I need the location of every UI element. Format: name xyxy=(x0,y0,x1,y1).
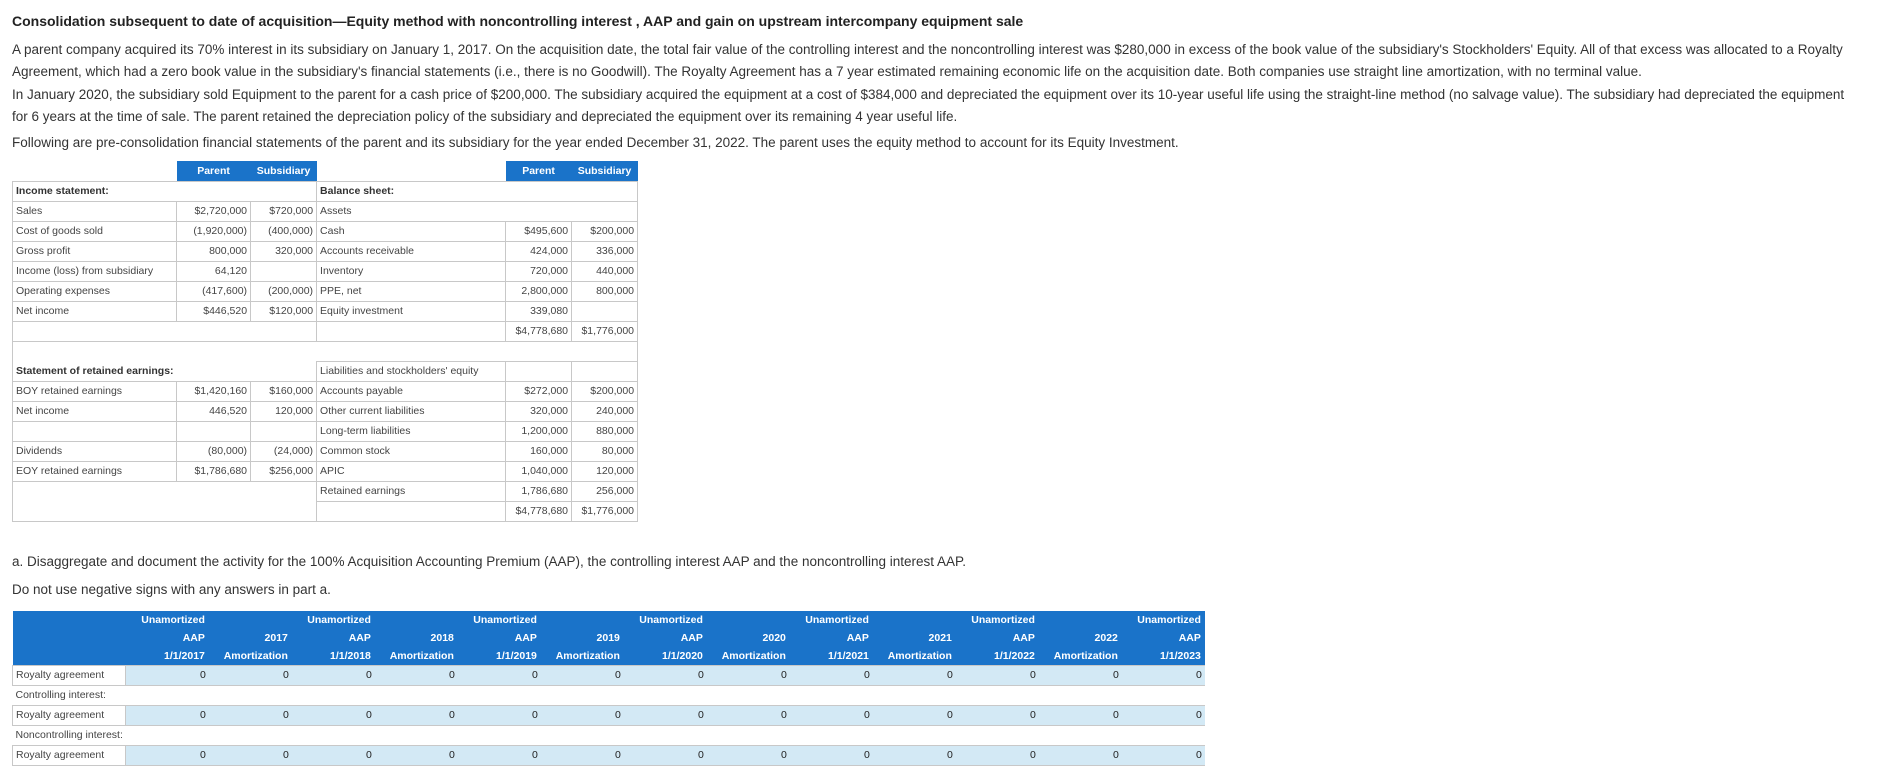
column-header xyxy=(375,611,458,629)
answer-value: 0 xyxy=(864,669,870,681)
blank-cell xyxy=(624,725,707,745)
parent-value: 1,200,000 xyxy=(506,421,572,441)
parent-value: 1,786,680 xyxy=(506,481,572,501)
blank-cell xyxy=(790,685,873,705)
blank-cell xyxy=(177,361,251,381)
table-row xyxy=(13,241,638,261)
blank-cell xyxy=(375,685,458,705)
column-header: 1/1/2020 xyxy=(624,647,707,665)
answer-value: 0 xyxy=(947,709,953,721)
blank-cell xyxy=(1122,685,1205,705)
answer-value: 0 xyxy=(864,749,870,761)
row-label: BOY retained earnings xyxy=(13,381,177,401)
subsidiary-value: $200,000 xyxy=(572,381,638,401)
section-header: Statement of retained earnings: xyxy=(13,361,177,381)
answer-value: 0 xyxy=(947,669,953,681)
subsidiary-value: $120,000 xyxy=(251,301,317,321)
column-header xyxy=(1039,611,1122,629)
column-header: 2022 xyxy=(1039,629,1122,647)
row-label: Accounts receivable xyxy=(317,241,506,261)
column-header: Unamortized xyxy=(790,611,873,629)
answer-input[interactable] xyxy=(1039,665,1122,685)
row-label: Cost of goods sold xyxy=(13,221,177,241)
table-row xyxy=(13,381,638,401)
problem-paragraph-3: Following are pre-consolidation financial statements of the parent and its subsidiary for the year ended December 31, 2022. The parent uses the equity method to account for its Equity Investment. xyxy=(12,135,1179,150)
answer-input[interactable] xyxy=(458,665,541,685)
total-assets-subsidiary: $1,776,000 xyxy=(572,321,638,341)
answer-input[interactable] xyxy=(624,705,707,725)
answer-input[interactable] xyxy=(292,665,375,685)
column-header: Unamortized xyxy=(458,611,541,629)
column-header: 1/1/2019 xyxy=(458,647,541,665)
column-header: Amortization xyxy=(873,647,956,665)
blank-cell xyxy=(126,685,209,705)
answer-input[interactable] xyxy=(873,705,956,725)
blank-cell xyxy=(13,501,177,521)
answer-value: 0 xyxy=(698,669,704,681)
parent-value: (1,920,000) xyxy=(177,221,251,241)
blank-cell xyxy=(873,725,956,745)
row-label xyxy=(13,421,177,441)
header-blank xyxy=(13,611,126,629)
column-header: Amortization xyxy=(375,647,458,665)
table-row xyxy=(13,161,638,181)
answer-input[interactable] xyxy=(1122,745,1205,765)
answer-input[interactable] xyxy=(956,745,1039,765)
answer-value: 0 xyxy=(864,709,870,721)
answer-input[interactable] xyxy=(1039,705,1122,725)
problem-title: Consolidation subsequent to date of acquisition—Equity method with noncontrolling interest , AAP and gain on upstream intercompany equipment sale xyxy=(12,13,1024,29)
column-header: 2019 xyxy=(541,629,624,647)
subsidiary-value: $720,000 xyxy=(251,201,317,221)
parent-value: 2,800,000 xyxy=(506,281,572,301)
table-row xyxy=(13,461,638,481)
column-header: AAP xyxy=(292,629,375,647)
answer-value: 0 xyxy=(615,669,621,681)
parent-value: $495,600 xyxy=(506,221,572,241)
subsidiary-value: (200,000) xyxy=(251,281,317,301)
answer-input[interactable] xyxy=(873,665,956,685)
subsidiary-value: 256,000 xyxy=(572,481,638,501)
row-label: Sales xyxy=(13,201,177,221)
answer-value: 0 xyxy=(947,749,953,761)
blank-cell xyxy=(251,181,317,201)
blank-cell xyxy=(707,685,790,705)
subsidiary-value: (400,000) xyxy=(251,221,317,241)
column-header: 2020 xyxy=(707,629,790,647)
answer-value: 0 xyxy=(1113,669,1119,681)
subsidiary-value: 440,000 xyxy=(572,261,638,281)
blank-cell xyxy=(458,685,541,705)
table-row xyxy=(13,181,638,201)
column-header: Amortization xyxy=(209,647,292,665)
column-header: AAP xyxy=(1122,629,1205,647)
header-row xyxy=(13,629,1205,647)
column-header: 2017 xyxy=(209,629,292,647)
row-label: Royalty agreement xyxy=(13,705,126,725)
blank-cell xyxy=(572,341,638,361)
header-blank xyxy=(13,629,126,647)
row-label: Inventory xyxy=(317,261,506,281)
row-label: Dividends xyxy=(13,441,177,461)
header-blank xyxy=(13,647,126,665)
answer-input[interactable] xyxy=(1122,665,1205,685)
column-header: AAP xyxy=(126,629,209,647)
subsidiary-value: (24,000) xyxy=(251,441,317,461)
answer-value: 0 xyxy=(449,749,455,761)
parent-value: 720,000 xyxy=(506,261,572,281)
question-note: Do not use negative signs with any answers in part a. xyxy=(12,582,331,597)
subsidiary-value xyxy=(251,261,317,281)
blank-cell xyxy=(177,321,251,341)
blank-cell xyxy=(177,501,251,521)
blank-cell xyxy=(506,181,572,201)
answer-value: 0 xyxy=(781,669,787,681)
blank-cell xyxy=(292,725,375,745)
parent-value: 800,000 xyxy=(177,241,251,261)
question-a: a. Disaggregate and document the activity for the 100% Acquisition Accounting Premium (AAP), the controlling interest AAP and the noncontrolling interest AAP. xyxy=(12,554,967,569)
blank-cell xyxy=(13,321,177,341)
column-header: AAP xyxy=(956,629,1039,647)
parent-value: $446,520 xyxy=(177,301,251,321)
blank-cell xyxy=(1039,685,1122,705)
row-label: Accounts payable xyxy=(317,381,506,401)
row-label: Gross profit xyxy=(13,241,177,261)
col-header-subsidiary: Subsidiary xyxy=(572,161,638,181)
answer-value: 0 xyxy=(449,669,455,681)
column-header: 2021 xyxy=(873,629,956,647)
row-label: Royalty agreement xyxy=(13,665,126,685)
blank-cell xyxy=(506,201,572,221)
subsidiary-value: 336,000 xyxy=(572,241,638,261)
answer-input[interactable] xyxy=(873,745,956,765)
answer-input[interactable] xyxy=(375,665,458,685)
answer-value: 0 xyxy=(532,709,538,721)
parent-value: $1,420,160 xyxy=(177,381,251,401)
table-row xyxy=(13,361,638,381)
answer-value: 0 xyxy=(1113,709,1119,721)
row-label: Income (loss) from subsidiary xyxy=(13,261,177,281)
col-header-parent: Parent xyxy=(177,161,251,181)
blank-cell xyxy=(317,341,506,361)
parent-value: (417,600) xyxy=(177,281,251,301)
subsidiary-value: $200,000 xyxy=(572,221,638,241)
column-header: Unamortized xyxy=(1122,611,1205,629)
blank-cell xyxy=(177,181,251,201)
answer-value: 0 xyxy=(200,749,206,761)
subsidiary-value: 800,000 xyxy=(572,281,638,301)
answer-value: 0 xyxy=(1030,709,1036,721)
answer-value: 0 xyxy=(283,709,289,721)
answer-input[interactable] xyxy=(790,665,873,685)
blank-cell xyxy=(790,725,873,745)
blank-cell xyxy=(624,685,707,705)
blank-cell xyxy=(707,725,790,745)
answer-input[interactable] xyxy=(209,745,292,765)
parent-value xyxy=(177,421,251,441)
answer-value: 0 xyxy=(283,669,289,681)
answer-value: 0 xyxy=(532,669,538,681)
blank-cell xyxy=(317,321,506,341)
table-row xyxy=(13,341,638,361)
column-header xyxy=(209,611,292,629)
row-label: Long-term liabilities xyxy=(317,421,506,441)
parent-value: 446,520 xyxy=(177,401,251,421)
subsidiary-value: 240,000 xyxy=(572,401,638,421)
blank-cell xyxy=(251,361,317,381)
answer-input[interactable] xyxy=(375,745,458,765)
parent-value: $2,720,000 xyxy=(177,201,251,221)
table-row xyxy=(13,261,638,281)
answer-value: 0 xyxy=(200,669,206,681)
answer-input[interactable] xyxy=(541,705,624,725)
answer-input[interactable] xyxy=(707,745,790,765)
blank-cell xyxy=(873,685,956,705)
blank-cell xyxy=(506,341,572,361)
blank-cell xyxy=(126,725,209,745)
group-label: Controlling interest: xyxy=(15,689,106,701)
answer-value: 0 xyxy=(449,709,455,721)
answer-value: 0 xyxy=(366,709,372,721)
table-row xyxy=(13,201,638,221)
answer-input[interactable] xyxy=(956,705,1039,725)
column-header: 2018 xyxy=(375,629,458,647)
answer-input[interactable] xyxy=(1039,745,1122,765)
blank-cell xyxy=(177,341,251,361)
answer-value: 0 xyxy=(1196,749,1202,761)
table-row xyxy=(13,501,638,521)
answer-input[interactable] xyxy=(375,705,458,725)
answer-input[interactable] xyxy=(292,705,375,725)
column-header: AAP xyxy=(458,629,541,647)
table-row xyxy=(13,321,638,341)
section-header: Liabilities and stockholders' equity xyxy=(317,361,506,381)
header-row xyxy=(13,611,1205,629)
subsidiary-value: 120,000 xyxy=(572,461,638,481)
column-header: 1/1/2017 xyxy=(126,647,209,665)
answer-input[interactable] xyxy=(707,705,790,725)
answer-value: 0 xyxy=(1113,749,1119,761)
answer-input[interactable] xyxy=(624,665,707,685)
blank-cell xyxy=(1039,725,1122,745)
answer-input[interactable] xyxy=(707,665,790,685)
parent-value: 320,000 xyxy=(506,401,572,421)
blank-cell xyxy=(13,341,177,361)
section-header: Income statement: xyxy=(13,181,177,201)
table-row xyxy=(13,401,638,421)
subsidiary-value: $160,000 xyxy=(251,381,317,401)
parent-value: 424,000 xyxy=(506,241,572,261)
col-header-parent: Parent xyxy=(506,161,572,181)
blank-cell xyxy=(251,321,317,341)
parent-value: 64,120 xyxy=(177,261,251,281)
answer-input[interactable] xyxy=(790,705,873,725)
blank-cell xyxy=(375,725,458,745)
parent-value: (80,000) xyxy=(177,441,251,461)
column-header xyxy=(707,611,790,629)
group-label-row xyxy=(13,685,1205,705)
blank-cell xyxy=(572,361,638,381)
column-header: Amortization xyxy=(707,647,790,665)
column-header: 1/1/2018 xyxy=(292,647,375,665)
row-label: Other current liabilities xyxy=(317,401,506,421)
answer-value: 0 xyxy=(698,709,704,721)
subsidiary-value xyxy=(251,421,317,441)
parent-value: $1,786,680 xyxy=(177,461,251,481)
row-label: Net income xyxy=(13,301,177,321)
answer-value: 0 xyxy=(1196,709,1202,721)
problem-paragraph-1: A parent company acquired its 70% interest in its subsidiary on January 1, 2017. On the acquisition date, the total fair value of the controlling interest and the noncontrolling interest was $280,000 in excess of the book value of the subsidiary's Stockholders' Equity. All of that excess was allocated to a Royalty Agreement, which had a zero book value in the subsidiary's financial statements (i.e., there is no Goodwill). The Royalty Agreement has a 7 year estimated remaining economic life on the acquisition date. Both companies use straight line amortization, with no terminal value. xyxy=(12,42,1843,79)
answer-input[interactable] xyxy=(956,665,1039,685)
column-header xyxy=(873,611,956,629)
blank-cell xyxy=(317,501,506,521)
blank-cell xyxy=(251,341,317,361)
problem-paragraph-2: In January 2020, the subsidiary sold Equipment to the parent for a cash price of $200,000. The subsidiary acquired the equipment at a cost of $384,000 and depreciated the equipment over its 10-year useful life using the straight-line method (no salvage value). The subsidiary had depreciated the equipment for 6 years at the time of sale. The parent retained the depreciation policy of the subsidiary and depreciated the equipment over its remaining 4 year useful life. xyxy=(12,87,1845,124)
answer-value: 0 xyxy=(781,709,787,721)
column-header: 1/1/2021 xyxy=(790,647,873,665)
blank-cell xyxy=(251,501,317,521)
column-header: Unamortized xyxy=(126,611,209,629)
answer-input[interactable] xyxy=(541,665,624,685)
row-label: Operating expenses xyxy=(13,281,177,301)
row-label: Royalty agreement xyxy=(13,745,126,765)
total-assets-parent: $4,778,680 xyxy=(506,321,572,341)
blank-cell xyxy=(292,685,375,705)
blank-cell xyxy=(541,725,624,745)
answer-input[interactable] xyxy=(209,665,292,685)
total-liab-parent: $4,778,680 xyxy=(506,501,572,521)
blank-cell xyxy=(209,725,292,745)
table-row xyxy=(13,441,638,461)
blank-cell xyxy=(506,361,572,381)
parent-value: 1,040,000 xyxy=(506,461,572,481)
column-header: AAP xyxy=(624,629,707,647)
table-row xyxy=(13,665,1205,685)
answer-input[interactable] xyxy=(458,705,541,725)
column-header: Unamortized xyxy=(292,611,375,629)
answer-value: 0 xyxy=(366,749,372,761)
answer-value: 0 xyxy=(615,749,621,761)
answer-input[interactable] xyxy=(126,665,209,685)
section-header: Balance sheet: xyxy=(317,181,506,201)
blank-cell xyxy=(317,161,506,181)
answer-input[interactable] xyxy=(1122,705,1205,725)
column-header: Unamortized xyxy=(956,611,1039,629)
blank-cell xyxy=(1122,725,1205,745)
blank-cell xyxy=(956,725,1039,745)
row-label: Cash xyxy=(317,221,506,241)
answer-value: 0 xyxy=(283,749,289,761)
answer-input[interactable] xyxy=(209,705,292,725)
financial-statements-table xyxy=(12,161,638,522)
row-label: Net income xyxy=(13,401,177,421)
answer-value: 0 xyxy=(698,749,704,761)
column-header: 1/1/2022 xyxy=(956,647,1039,665)
group-label: Noncontrolling interest: xyxy=(15,729,123,741)
blank-cell xyxy=(572,201,638,221)
answer-value: 0 xyxy=(1030,669,1036,681)
answer-value: 0 xyxy=(532,749,538,761)
answer-value: 0 xyxy=(1030,749,1036,761)
table-row xyxy=(13,421,638,441)
answer-input[interactable] xyxy=(292,745,375,765)
answer-value: 0 xyxy=(366,669,372,681)
column-header: Amortization xyxy=(1039,647,1122,665)
group-label-row xyxy=(13,725,1205,745)
subsidiary-value: 80,000 xyxy=(572,441,638,461)
answer-input[interactable] xyxy=(126,745,209,765)
parent-value: $272,000 xyxy=(506,381,572,401)
table-row xyxy=(13,745,1205,765)
column-header: Unamortized xyxy=(624,611,707,629)
column-header xyxy=(541,611,624,629)
col-header-subsidiary: Subsidiary xyxy=(251,161,317,181)
row-label: Common stock xyxy=(317,441,506,461)
subsidiary-value: 120,000 xyxy=(251,401,317,421)
answer-value: 0 xyxy=(615,709,621,721)
parent-value: 160,000 xyxy=(506,441,572,461)
table-row xyxy=(13,221,638,241)
answer-input[interactable] xyxy=(458,745,541,765)
answer-value: 0 xyxy=(1196,669,1202,681)
row-label: PPE, net xyxy=(317,281,506,301)
header-row xyxy=(13,647,1205,665)
blank-cell xyxy=(209,685,292,705)
subsidiary-value: 320,000 xyxy=(251,241,317,261)
subsidiary-value: $256,000 xyxy=(251,461,317,481)
answer-input[interactable] xyxy=(624,745,707,765)
column-header: 1/1/2023 xyxy=(1122,647,1205,665)
total-liab-subsidiary: $1,776,000 xyxy=(572,501,638,521)
blank-cell xyxy=(177,481,251,501)
row-label: APIC xyxy=(317,461,506,481)
row-label: Retained earnings xyxy=(317,481,506,501)
column-header: Amortization xyxy=(541,647,624,665)
blank-cell xyxy=(13,481,177,501)
answer-value: 0 xyxy=(200,709,206,721)
table-row xyxy=(13,301,638,321)
blank-cell xyxy=(956,685,1039,705)
answer-input[interactable] xyxy=(790,745,873,765)
blank-cell xyxy=(13,161,177,181)
aap-schedule-table xyxy=(12,611,1205,766)
assets-label: Assets xyxy=(317,201,506,221)
answer-input[interactable] xyxy=(541,745,624,765)
row-label: Equity investment xyxy=(317,301,506,321)
table-row xyxy=(13,481,638,501)
row-label: EOY retained earnings xyxy=(13,461,177,481)
answer-value: 0 xyxy=(781,749,787,761)
subsidiary-value xyxy=(572,301,638,321)
subsidiary-value: 880,000 xyxy=(572,421,638,441)
blank-cell xyxy=(251,481,317,501)
table-row xyxy=(13,281,638,301)
column-header: AAP xyxy=(790,629,873,647)
table-row xyxy=(13,705,1205,725)
blank-cell xyxy=(541,685,624,705)
answer-input[interactable] xyxy=(126,705,209,725)
blank-cell xyxy=(458,725,541,745)
blank-cell xyxy=(572,181,638,201)
parent-value: 339,080 xyxy=(506,301,572,321)
